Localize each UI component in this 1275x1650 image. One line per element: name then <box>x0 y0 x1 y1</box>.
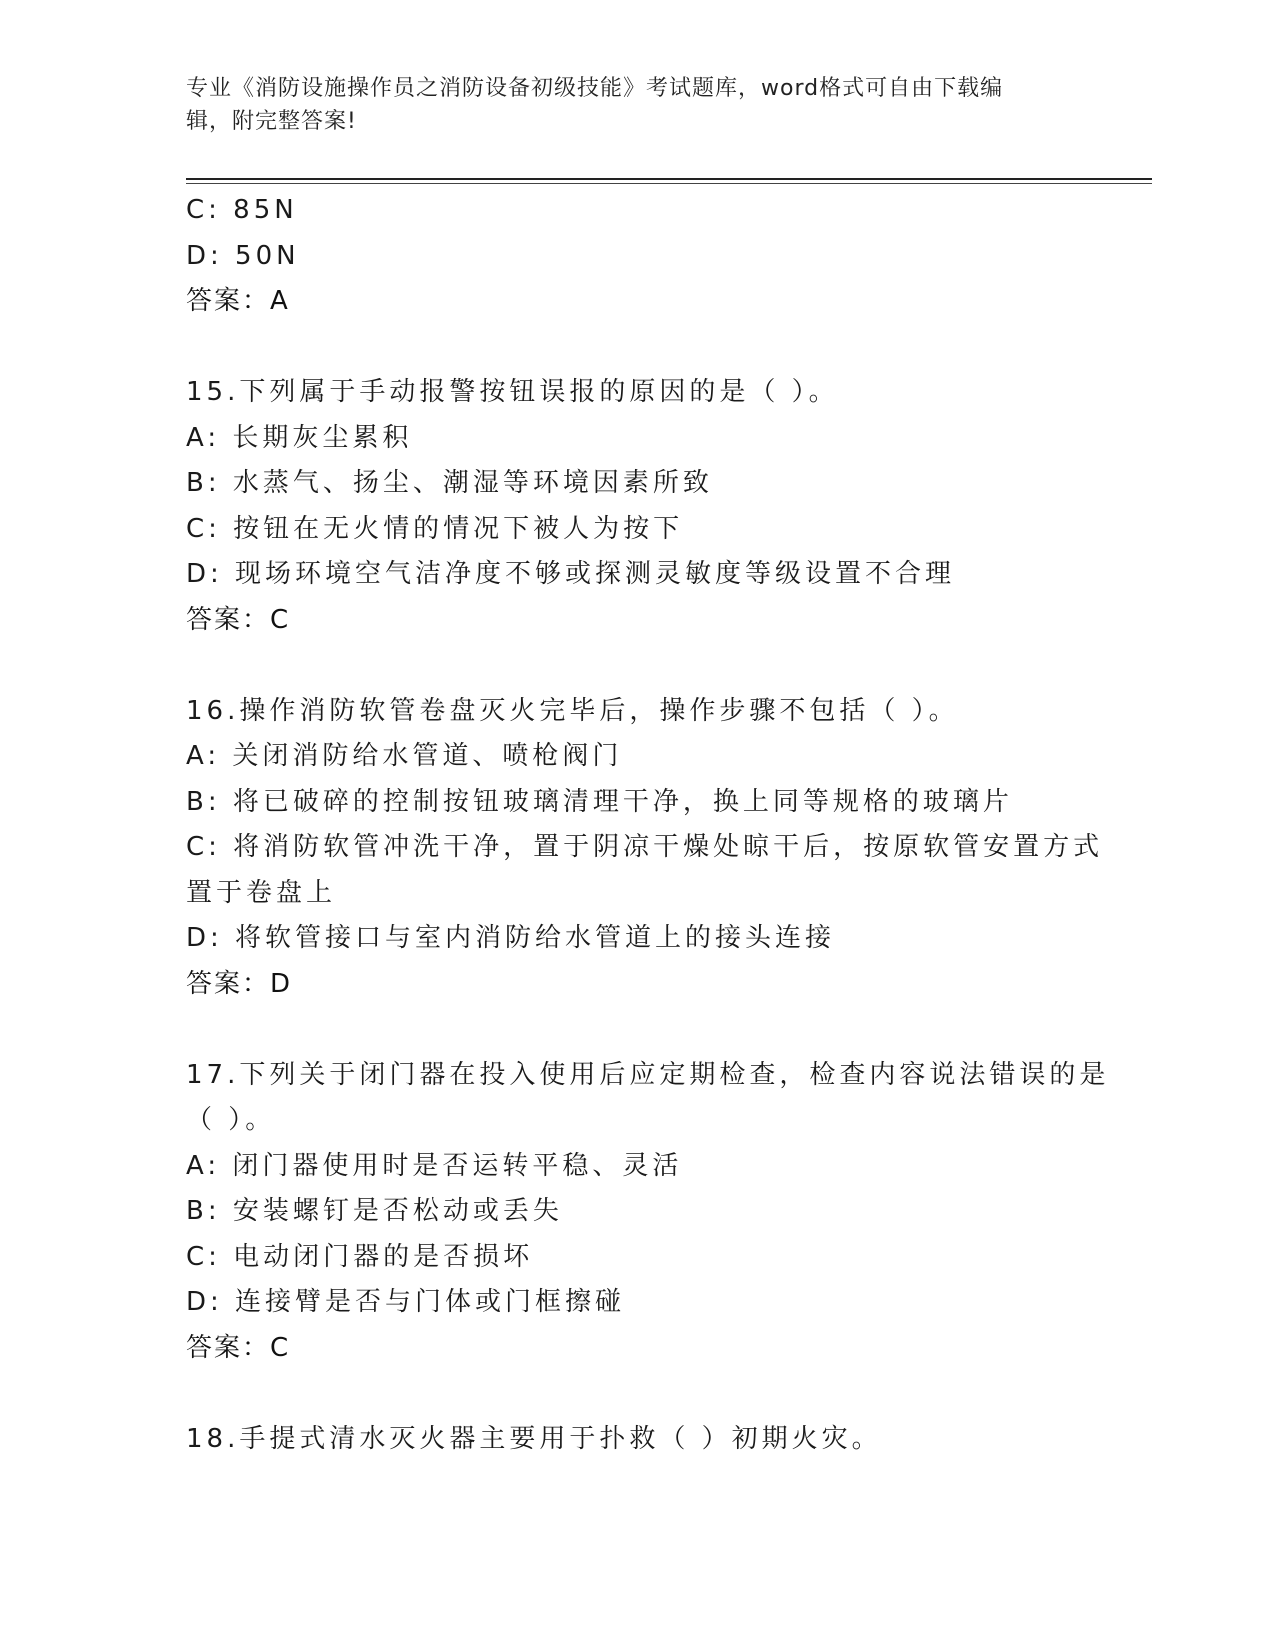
spacer <box>186 1371 1086 1417</box>
header-line-2: 辑，附完整答案! <box>186 109 357 134</box>
option-d: D: 50N <box>186 240 300 271</box>
option-d: D: 现场环境空气洁净度不够或探测灵敏度等级设置不合理 <box>186 559 956 589</box>
spacer <box>186 643 1086 689</box>
header-divider-thick <box>186 178 1152 180</box>
question-stem: 15.下列属于手动报警按钮误报的原因的是（ ）。 <box>186 377 839 407</box>
question-16 <box>186 689 1104 1008</box>
option-b: B: 安装螺钉是否松动或丢失 <box>186 1196 563 1226</box>
answer-line: 答案：C <box>186 1332 291 1363</box>
question-stem: 17.下列关于闭门器在投入使用后应定期检查，检查内容说法错误的是 <box>186 1059 1110 1090</box>
option-c: C: 将消防软管冲洗干净，置于阴凉干燥处晾干后，按原软管安置方式 <box>186 832 1104 862</box>
option-a: A: 闭门器使用时是否运转平稳、灵活 <box>186 1150 683 1181</box>
answer-line: 答案：C <box>186 604 291 635</box>
option-d: D: 将软管接口与室内消防给水管道上的接头连接 <box>186 923 836 953</box>
option-b: B: 水蒸气、扬尘、潮湿等环境因素所致 <box>186 468 713 498</box>
question-17 <box>186 1053 1110 1372</box>
question-15 <box>186 370 1086 643</box>
question-stem: 16.操作消防软管卷盘灭火完毕后，操作步骤不包括（ ）。 <box>186 695 959 726</box>
option-c: C: 85N <box>186 195 298 225</box>
answer-line: 答案：A <box>186 286 290 316</box>
question-stem-continued: （ ）。 <box>186 1105 276 1135</box>
page-header <box>186 72 1076 138</box>
option-b: B: 将已破碎的控制按钮玻璃清理干净，换上同等规格的玻璃片 <box>186 786 1013 817</box>
answer-line: 答案：D <box>186 968 293 999</box>
question-stem: 18.手提式清水灭火器主要用于扑救（ ）初期火灾。 <box>186 1423 882 1454</box>
option-c: C: 按钮在无火情的情况下被人为按下 <box>186 513 684 544</box>
option-d: D: 连接臂是否与门体或门框擦碰 <box>186 1287 626 1317</box>
spacer <box>186 325 1086 371</box>
option-c-continued: 置于卷盘上 <box>186 877 337 908</box>
header-line-1: 专业《消防设施操作员之消防设备初级技能》考试题库，word格式可自由下载编 <box>186 76 1004 101</box>
option-c: C: 电动闭门器的是否损坏 <box>186 1241 534 1272</box>
prev-question-block <box>186 188 1086 325</box>
option-a: A: 长期灰尘累积 <box>186 422 413 453</box>
question-list <box>186 188 1110 1462</box>
question-18 <box>186 1417 1086 1463</box>
spacer <box>186 1007 1086 1053</box>
header-divider-thin <box>186 183 1152 184</box>
option-a: A: 关闭消防给水管道、喷枪阀门 <box>186 741 623 771</box>
